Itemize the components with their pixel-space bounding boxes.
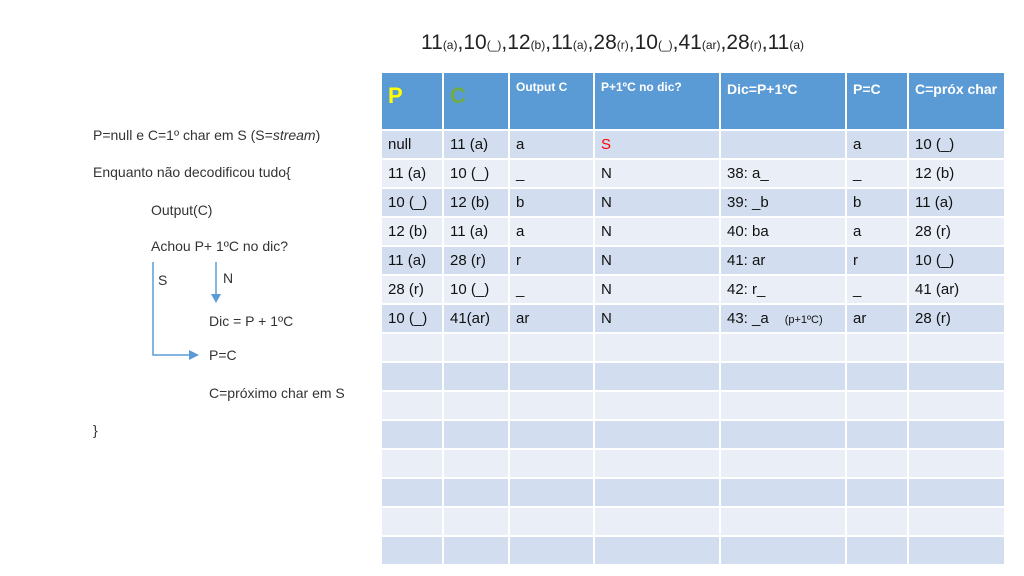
cell-pc — [846, 478, 908, 507]
cell-in-dic — [594, 536, 720, 565]
pc-line: P=C — [209, 347, 237, 363]
cell-dic — [720, 449, 846, 478]
cell-output — [509, 333, 594, 362]
cell-in-dic — [594, 391, 720, 420]
cell-value: N — [601, 223, 612, 240]
cell-next — [908, 275, 1005, 304]
empty-row — [381, 507, 1005, 536]
cell-pc — [846, 507, 908, 536]
header-c: C — [443, 72, 509, 130]
cell-p — [381, 420, 443, 449]
cell-in-dic — [594, 449, 720, 478]
cell-value: 28 (r) — [915, 310, 951, 327]
cell-next — [908, 420, 1005, 449]
cell-pc — [846, 130, 908, 159]
cell-in-dic — [594, 159, 720, 188]
cell-dic — [720, 478, 846, 507]
cell-dic — [720, 304, 846, 333]
cell-p — [381, 275, 443, 304]
cell-value: a — [853, 136, 862, 153]
cell-in-dic — [594, 420, 720, 449]
cell-value: 28 (r) — [915, 223, 951, 240]
cell-pc — [846, 159, 908, 188]
cell-value: _ — [853, 281, 862, 298]
cell-in-dic — [594, 217, 720, 246]
cell-dic — [720, 507, 846, 536]
cell-dic — [720, 275, 846, 304]
cell-c — [443, 478, 509, 507]
cell-value: _ — [853, 165, 862, 182]
empty-row — [381, 333, 1005, 362]
cell-value: b — [516, 194, 525, 211]
cell-value: r — [516, 252, 521, 269]
table-row — [381, 246, 1005, 275]
flow-arrows — [0, 0, 380, 576]
cell-c — [443, 217, 509, 246]
cell-value: a — [853, 223, 862, 240]
cell-c — [443, 507, 509, 536]
cell-next — [908, 130, 1005, 159]
cell-output — [509, 507, 594, 536]
cell-value: ar — [853, 310, 867, 327]
cell-output — [509, 246, 594, 275]
cell-next — [908, 478, 1005, 507]
cell-c — [443, 449, 509, 478]
cell-in-dic — [594, 130, 720, 159]
cell-c — [443, 333, 509, 362]
cell-value: 12 (b) — [450, 194, 490, 211]
cell-value: 41(ar) — [450, 310, 491, 327]
cell-value: N — [601, 310, 612, 327]
table-row — [381, 159, 1005, 188]
cell-value: 11 (a) — [450, 136, 489, 153]
cell-next — [908, 536, 1005, 565]
cell-p — [381, 188, 443, 217]
cell-value: S — [601, 136, 612, 153]
cell-value: N — [601, 252, 612, 269]
cell-value: 12 (b) — [915, 165, 955, 182]
cell-next — [908, 246, 1005, 275]
cell-p — [381, 217, 443, 246]
cell-c — [443, 304, 509, 333]
header-pc: P=C — [846, 72, 908, 130]
cell-dic — [720, 391, 846, 420]
cell-dic — [720, 246, 846, 275]
cell-value: b — [853, 194, 862, 211]
cell-p — [381, 391, 443, 420]
empty-row — [381, 449, 1005, 478]
cell-p — [381, 304, 443, 333]
cell-pc — [846, 449, 908, 478]
cell-pc — [846, 246, 908, 275]
cell-pc — [846, 275, 908, 304]
yes-arrow — [153, 262, 199, 360]
cell-in-dic — [594, 362, 720, 391]
cell-c — [443, 188, 509, 217]
cell-pc — [846, 333, 908, 362]
cell-p — [381, 333, 443, 362]
cell-output — [509, 478, 594, 507]
cell-value: 41: ar — [727, 252, 766, 269]
empty-row — [381, 391, 1005, 420]
cell-value: a — [516, 223, 525, 240]
cell-output — [509, 536, 594, 565]
cell-dic — [720, 333, 846, 362]
cell-output — [509, 420, 594, 449]
cell-c — [443, 362, 509, 391]
header-next: C=próx char — [908, 72, 1005, 130]
close-brace: } — [93, 422, 98, 438]
cell-value: ar — [516, 310, 530, 327]
cell-dic — [720, 130, 846, 159]
init-line: P=null e C=1º char em S (S=stream) — [93, 127, 321, 143]
header-in-dic: P+1ºC no dic? — [594, 72, 720, 130]
cell-c — [443, 420, 509, 449]
cell-next — [908, 391, 1005, 420]
cell-p — [381, 478, 443, 507]
empty-row — [381, 420, 1005, 449]
table-row — [381, 217, 1005, 246]
cell-dic — [720, 420, 846, 449]
cell-value: r — [853, 252, 858, 269]
cell-dic — [720, 362, 846, 391]
cell-value: 28 (r) — [450, 252, 486, 269]
cell-value: 11 (a) — [388, 165, 427, 182]
cell-output — [509, 304, 594, 333]
cell-next — [908, 507, 1005, 536]
table-row — [381, 304, 1005, 333]
cell-value: N — [601, 281, 612, 298]
cell-p — [381, 507, 443, 536]
table-row — [381, 130, 1005, 159]
cell-in-dic — [594, 507, 720, 536]
cell-in-dic — [594, 188, 720, 217]
cell-dic — [720, 217, 846, 246]
cell-pc — [846, 304, 908, 333]
table-row — [381, 188, 1005, 217]
cell-output — [509, 130, 594, 159]
cell-next — [908, 449, 1005, 478]
cell-next — [908, 217, 1005, 246]
cell-value: 10 (_) — [388, 194, 428, 211]
empty-row — [381, 478, 1005, 507]
cell-pc — [846, 217, 908, 246]
table-row — [381, 275, 1005, 304]
cell-p — [381, 246, 443, 275]
loop-line: Enquanto não decodificou tudo{ — [93, 164, 291, 180]
no-label: N — [223, 270, 234, 286]
dic-line: Dic = P + 1ºC — [209, 313, 294, 329]
cell-next — [908, 333, 1005, 362]
cell-next — [908, 362, 1005, 391]
cell-value: 10 (_) — [450, 281, 490, 298]
cell-value: 11 (a) — [450, 223, 489, 240]
cell-dic — [720, 159, 846, 188]
cell-output — [509, 275, 594, 304]
cell-p — [381, 130, 443, 159]
lzw-decode-table — [380, 71, 1006, 566]
cell-next — [908, 188, 1005, 217]
dic-note: (p+1ºC) — [784, 314, 823, 326]
cell-in-dic — [594, 304, 720, 333]
header-row — [381, 72, 1005, 130]
cell-next — [908, 304, 1005, 333]
cell-value: 28 (r) — [388, 281, 424, 298]
cell-c — [443, 391, 509, 420]
cell-in-dic — [594, 478, 720, 507]
cell-value: _ — [516, 281, 525, 298]
cell-dic — [720, 536, 846, 565]
cell-value: 10 (_) — [915, 136, 955, 153]
cell-pc — [846, 420, 908, 449]
cell-pc — [846, 391, 908, 420]
cell-output — [509, 449, 594, 478]
empty-row — [381, 536, 1005, 565]
cell-p — [381, 449, 443, 478]
cell-c — [443, 130, 509, 159]
output-line: Output(C) — [151, 202, 213, 218]
code-sequence: 11(a),10(_),12(b),11(a),28(r),10(_),41(ar),28(r),11(a) — [421, 31, 805, 54]
cell-p — [381, 536, 443, 565]
cell-p — [381, 159, 443, 188]
cell-in-dic — [594, 275, 720, 304]
cell-dic — [720, 188, 846, 217]
cell-pc — [846, 188, 908, 217]
cell-value: _ — [516, 165, 525, 182]
check-line: Achou P+ 1ºC no dic? — [151, 238, 289, 254]
next-line: C=próximo char em S — [209, 385, 345, 401]
cell-value: 42: r_ — [727, 281, 766, 298]
cell-next — [908, 159, 1005, 188]
header-p: P — [381, 72, 443, 130]
cell-c — [443, 246, 509, 275]
cell-value: 39: _b — [727, 194, 769, 211]
cell-value: 41 (ar) — [915, 281, 960, 298]
cell-c — [443, 159, 509, 188]
header-output: Output C — [509, 72, 594, 130]
cell-value: a — [516, 136, 525, 153]
cell-output — [509, 362, 594, 391]
cell-output — [509, 217, 594, 246]
cell-c — [443, 275, 509, 304]
cell-in-dic — [594, 333, 720, 362]
cell-c — [443, 536, 509, 565]
cell-value: N — [601, 165, 612, 182]
cell-pc — [846, 536, 908, 565]
no-arrow — [211, 262, 221, 303]
cell-p — [381, 362, 443, 391]
yes-label: S — [158, 272, 168, 288]
cell-value: 11 (a) — [388, 252, 427, 269]
cell-value: 11 (a) — [915, 194, 954, 211]
cell-output — [509, 391, 594, 420]
cell-value: 43: _a — [727, 310, 769, 327]
cell-value: 10 (_) — [915, 252, 955, 269]
cell-in-dic — [594, 246, 720, 275]
cell-value: N — [601, 194, 612, 211]
cell-value: 38: a_ — [727, 165, 769, 182]
cell-value: 12 (b) — [388, 223, 428, 240]
cell-output — [509, 188, 594, 217]
cell-pc — [846, 362, 908, 391]
cell-value: 10 (_) — [388, 310, 428, 327]
empty-row — [381, 362, 1005, 391]
cell-value: 40: ba — [727, 223, 769, 240]
header-dic: Dic=P+1ºC — [720, 72, 846, 130]
cell-value: null — [388, 136, 412, 153]
cell-output — [509, 159, 594, 188]
cell-value: 10 (_) — [450, 165, 490, 182]
